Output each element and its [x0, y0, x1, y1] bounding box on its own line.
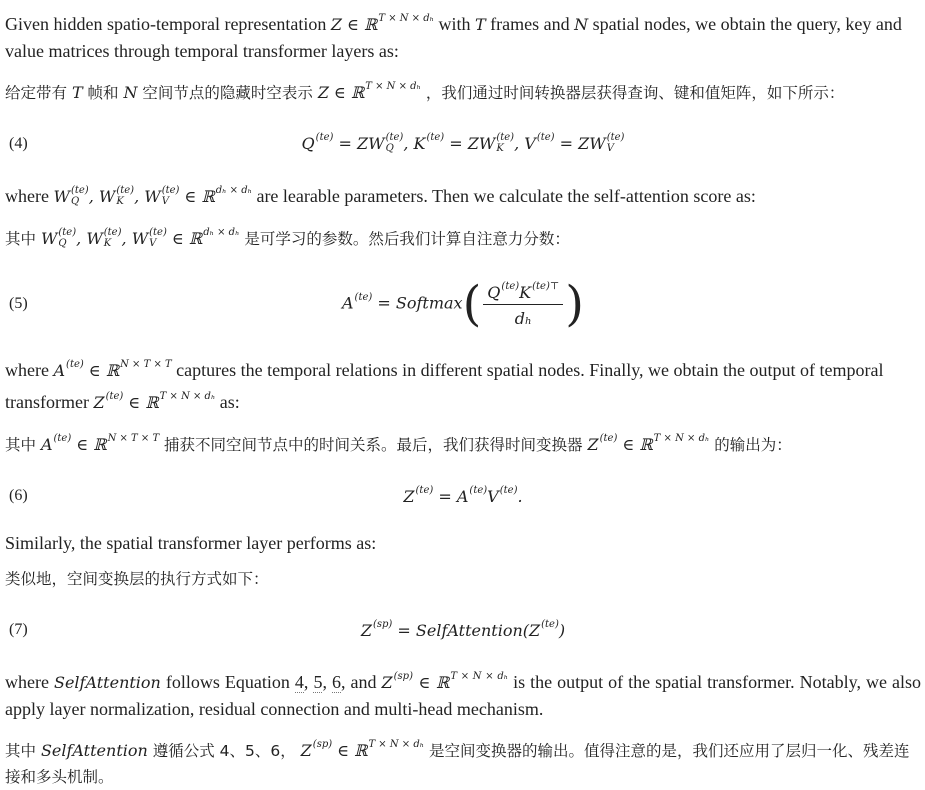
subscript: Q	[58, 237, 67, 249]
equation-5	[5, 264, 921, 344]
text-run: where	[5, 186, 54, 206]
superscript: (te)	[606, 131, 625, 143]
superscript: (te)	[496, 131, 515, 143]
sup-sub-stack	[149, 227, 167, 249]
text-run: 帧和	[82, 84, 124, 102]
math-expression	[514, 134, 554, 153]
text-run: spatial nodes, we obtain the query, key and value matrices through temporal transformer layers as:	[5, 14, 902, 61]
paragraph-attention-zh	[5, 426, 921, 458]
math-expression	[123, 83, 137, 102]
math-expression	[617, 435, 709, 454]
math-expression	[71, 435, 159, 454]
math-expression	[333, 131, 404, 154]
text-run: 的输出为：	[709, 436, 792, 454]
text-run: Similarly, the spatial transformer layer performs as:	[5, 533, 377, 553]
superscript: T × N × dₕ	[159, 391, 216, 402]
sup-sub-stack	[386, 132, 404, 154]
superscript: (te)	[315, 132, 334, 144]
superscript: T × N × dₕ	[653, 433, 710, 444]
math-symbol: Z	[300, 741, 312, 760]
superscript: (te)	[354, 291, 373, 303]
fraction	[483, 281, 563, 328]
paragraph-intro	[5, 6, 921, 64]
math-symbol: W	[53, 187, 70, 206]
math-symbol: Z	[587, 435, 599, 454]
superscript: dₕ × dₕ	[215, 185, 252, 196]
left-paren: (	[462, 276, 482, 332]
text-run: 是空间变换器的输出。值得注意的是，我们还应用了层归一化、残差连接和多头机制。	[5, 742, 910, 786]
denominator: dₕ	[514, 308, 532, 328]
math-expression	[559, 621, 565, 640]
sup-sub-stack	[496, 132, 514, 154]
superscript: T × N × dₕ	[450, 671, 509, 682]
math-symbol: T	[474, 15, 486, 34]
math-symbol: Q	[487, 282, 501, 302]
math-symbol: = ZW	[333, 134, 385, 154]
equation-number: (6)	[9, 487, 28, 504]
math-expression	[121, 226, 167, 249]
math-expression	[53, 184, 89, 207]
math-symbol: Z ∈ ℝ	[317, 83, 365, 102]
math-symbol: , W	[134, 187, 161, 206]
superscript: (te)	[469, 485, 488, 496]
math-symbol: = SelfAttention(Z	[392, 621, 541, 640]
math-symbol: Z	[381, 673, 393, 692]
math-expression	[444, 131, 515, 154]
equation-6	[5, 470, 921, 522]
math-symbol: , W	[76, 229, 103, 248]
text-run: , and	[340, 672, 382, 692]
text-run: frames and	[485, 14, 575, 34]
math-expression	[487, 487, 517, 506]
superscript: (sp)	[372, 619, 393, 630]
text-run: follows Equation	[160, 672, 295, 692]
text-run: 捕获不同空间节点中的时间关系。最后，我们获得时间变换器	[159, 436, 588, 454]
text-run: Given hidden spatio-temporal representation	[5, 14, 331, 34]
superscript: (te)⊤	[532, 280, 560, 292]
math-expression	[72, 83, 83, 102]
superscript: T × N × dₕ	[368, 739, 425, 750]
superscript: (te)	[499, 485, 518, 496]
math-symbol: , W	[88, 187, 116, 206]
math-expression	[413, 673, 508, 692]
paragraph-conclusion-zh	[5, 732, 921, 790]
subscript: K	[103, 237, 112, 249]
superscript: T × N × dₕ	[365, 81, 421, 92]
math-expression	[403, 134, 444, 153]
equation-number: (5)	[9, 295, 28, 312]
math-expression	[361, 621, 392, 640]
text-run: ，我们通过时间转换器层获得查询、键和值矩阵，如下所示：	[420, 84, 845, 102]
text-run: 其中	[5, 436, 41, 454]
text-run: ,	[322, 672, 332, 692]
superscript: (te)	[161, 184, 180, 196]
subscript: Q	[385, 142, 394, 154]
subscript: K	[496, 142, 504, 154]
math-symbol: V	[487, 487, 499, 506]
superscript: N × T × T	[107, 433, 160, 444]
math-expression	[403, 487, 433, 506]
math-expression	[53, 361, 83, 380]
text-run: 其中	[5, 230, 41, 248]
equation-body	[341, 276, 585, 332]
superscript: (te)	[58, 226, 77, 238]
math-expression	[88, 184, 135, 207]
sup-sub-stack	[71, 185, 89, 207]
sup-sub-stack	[104, 227, 122, 249]
text-run: 是可学习的参数。然后我们计算自注意力分数：	[239, 230, 570, 248]
text-run: 类似地，空间变换层的执行方式如下：	[5, 570, 269, 588]
math-symbol: , V	[514, 134, 536, 154]
math-symbol: N	[574, 15, 589, 34]
text-run: with	[433, 14, 475, 34]
text-run: ,	[303, 672, 314, 692]
paragraph-spatial-zh	[5, 566, 921, 592]
right-paren: )	[565, 276, 585, 332]
math-symbol: ∈ ℝ	[332, 741, 368, 760]
superscript: (te)	[426, 132, 445, 144]
math-symbol: )	[558, 621, 566, 640]
superscript: T × N × dₕ	[378, 13, 434, 24]
math-symbol: A	[341, 293, 354, 313]
math-symbol: Q	[301, 134, 315, 154]
paragraph-params	[5, 178, 921, 210]
text-run: captures the temporal relations in different spatial nodes. Finally, we obtain the output of temporal transformer	[5, 360, 884, 412]
math-symbol: A	[53, 361, 66, 380]
paragraph-attention	[5, 352, 921, 416]
math-symbol: ∈ ℝ	[617, 435, 653, 454]
equation-reference-link[interactable]: 5	[313, 672, 323, 692]
math-expression	[123, 393, 215, 412]
math-expression	[84, 361, 172, 380]
sup-sub-stack	[162, 185, 180, 207]
subscript: V	[606, 142, 614, 154]
math-expression	[331, 15, 434, 34]
sup-sub-stack	[116, 185, 134, 207]
math-expression	[40, 226, 77, 249]
math-expression	[301, 741, 332, 760]
superscript: (te)	[541, 619, 559, 630]
superscript: (te)	[385, 131, 404, 143]
subscript: K	[116, 195, 124, 207]
math-expression	[54, 673, 161, 692]
text-run: as:	[215, 392, 240, 412]
paragraph-spatial	[5, 530, 921, 556]
math-expression	[392, 621, 559, 640]
math-expression	[134, 184, 180, 207]
math-symbol: T	[71, 83, 83, 102]
math-expression	[93, 393, 123, 412]
math-function: = Softmax	[372, 293, 463, 313]
superscript: (sp)	[393, 671, 413, 682]
text-run: 其中	[5, 742, 41, 760]
text-run: 遵循公式 4、5、6，	[147, 742, 301, 760]
math-symbol: ∈ ℝ	[166, 229, 203, 248]
math-expression	[76, 226, 122, 249]
text-run: are learable parameters. Then we calculate the self-attention score as:	[251, 186, 756, 206]
subscript: V	[149, 237, 157, 249]
math-symbol: Z ∈ ℝ	[330, 15, 378, 34]
math-symbol: ∈ ℝ	[179, 187, 215, 206]
math-expression	[41, 741, 148, 760]
math-symbol: ∈ ℝ	[123, 393, 159, 412]
subscript: Q	[70, 195, 80, 207]
math-symbol: SelfAttention	[40, 741, 148, 760]
math-symbol: .	[517, 487, 523, 506]
paragraph-intro-zh	[5, 74, 921, 106]
superscript: (te)	[66, 359, 84, 370]
equation-7	[5, 604, 921, 656]
numerator	[483, 281, 563, 305]
text-run: is the output of the spatial transformer. Notably, we also apply layer normalization, residual connection and multi-head mechanism.	[5, 672, 922, 719]
superscript: (te)	[599, 433, 618, 444]
superscript: N × T × T	[120, 359, 172, 370]
math-expression	[179, 187, 252, 206]
math-symbol: Z	[360, 621, 372, 640]
math-symbol: = ZW	[554, 134, 606, 154]
equation-4	[5, 118, 921, 170]
equation-reference-link[interactable]: 6	[331, 672, 341, 692]
math-symbol: ∈ ℝ	[412, 673, 450, 692]
text-run: 给定带有	[5, 84, 72, 102]
math-symbol: Z	[403, 487, 415, 506]
equation-number: (4)	[9, 135, 28, 152]
math-symbol: N	[123, 83, 138, 102]
math-symbol: = A	[433, 487, 469, 506]
math-expression	[332, 741, 424, 760]
superscript: (te)	[536, 132, 555, 144]
math-expression	[41, 435, 71, 454]
sup-sub-stack	[607, 132, 625, 154]
superscript: (te)	[103, 226, 122, 238]
superscript: (te)	[116, 184, 135, 196]
equation-body	[403, 485, 522, 507]
math-expression	[302, 134, 334, 153]
superscript: (te)	[501, 280, 520, 292]
superscript: (te)	[149, 226, 167, 238]
equation-number: (7)	[9, 621, 28, 638]
math-symbol: ∈ ℝ	[71, 435, 107, 454]
text-run: 空间节点的隐藏时空表示	[137, 84, 318, 102]
math-expression	[318, 83, 421, 102]
subscript: V	[161, 195, 169, 207]
equation-body	[361, 619, 565, 641]
math-expression	[587, 435, 617, 454]
paragraph-conclusion	[5, 664, 921, 722]
math-symbol: K	[519, 282, 532, 302]
math-symbol: Z	[93, 393, 105, 412]
math-symbol: SelfAttention	[54, 673, 161, 692]
text-run: where	[5, 360, 54, 380]
paragraph-params-zh	[5, 220, 921, 252]
superscript: (te)	[53, 433, 72, 444]
math-symbol: W	[40, 229, 58, 248]
math-expression	[517, 487, 522, 506]
superscript: dₕ × dₕ	[203, 227, 240, 238]
math-expression	[382, 673, 413, 692]
superscript: (te)	[70, 184, 89, 196]
superscript: (te)	[105, 391, 124, 402]
math-symbol: ∈ ℝ	[83, 361, 120, 380]
math-symbol: A	[40, 435, 53, 454]
math-expression	[554, 131, 625, 154]
superscript: (sp)	[312, 739, 333, 750]
sup-sub-stack	[58, 227, 76, 249]
math-symbol: , W	[121, 229, 149, 248]
superscript: (te)	[415, 485, 434, 496]
equation-body	[302, 132, 625, 156]
math-expression	[167, 229, 240, 248]
math-expression	[475, 15, 486, 34]
math-symbol: = ZW	[444, 134, 496, 154]
equation-reference-link[interactable]: 4	[294, 672, 304, 692]
math-expression	[433, 487, 487, 506]
text-run: where	[5, 672, 54, 692]
math-expression	[574, 15, 588, 34]
math-symbol: , K	[403, 134, 426, 154]
